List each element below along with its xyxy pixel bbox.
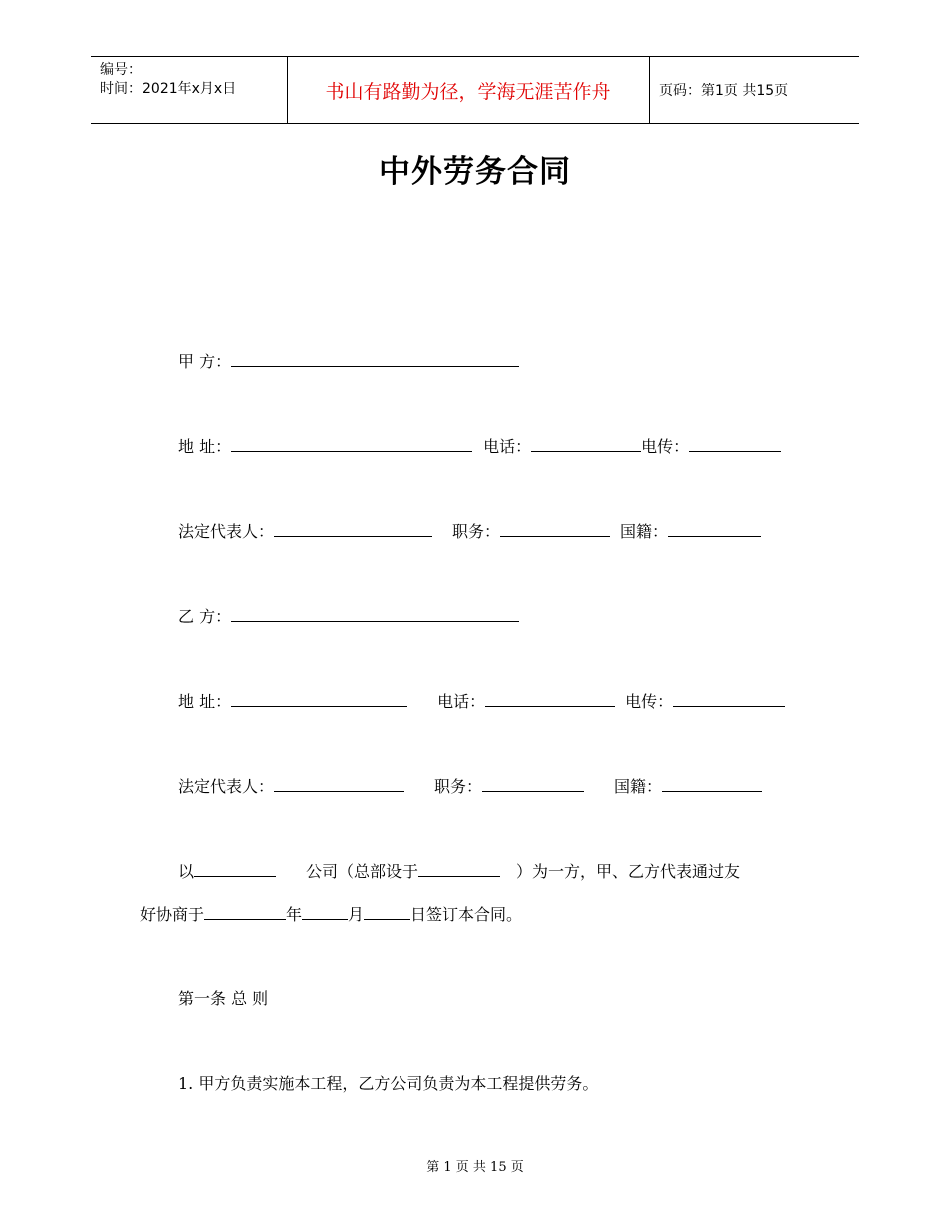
party-a-fax-blank[interactable]: [689, 435, 781, 452]
party-a-fax-label: 电传：: [641, 437, 690, 456]
party-a-blank[interactable]: [231, 350, 519, 367]
party-a-position-blank[interactable]: [500, 520, 610, 537]
intro-suffix: ）为一方，甲、乙方代表通过友: [516, 862, 741, 881]
intro-day-blank[interactable]: [364, 903, 410, 920]
party-a-rep-line: [178, 520, 761, 543]
party-b-label: 乙 方：: [178, 607, 232, 626]
header-page-label: 页码：第1页 共15页: [659, 83, 789, 99]
party-b-line: [178, 605, 519, 628]
party-b-rep-line: [178, 775, 762, 798]
article-1-heading: 第一条 总 则: [178, 989, 269, 1008]
party-a-phone-blank[interactable]: [531, 435, 641, 452]
party-a-label: 甲 方：: [178, 352, 232, 371]
party-a-phone-label: 电话：: [483, 437, 532, 456]
party-b-address-blank[interactable]: [231, 690, 407, 707]
page-header: [91, 56, 859, 124]
intro-line-1: [178, 860, 740, 883]
intro-year-label: 年: [286, 905, 303, 924]
party-b-nationality-label: 国籍：: [614, 777, 663, 796]
party-b-address-label: 地 址：: [178, 692, 232, 711]
party-a-rep-blank[interactable]: [274, 520, 432, 537]
party-b-rep-label: 法定代表人：: [178, 777, 275, 796]
intro-month-label: 月: [348, 905, 365, 924]
party-a-position-label: 职务：: [452, 522, 501, 541]
party-b-position-blank[interactable]: [482, 775, 584, 792]
document-time-label: 时间：2021年x月x日: [100, 81, 237, 97]
party-b-phone-label: 电话：: [437, 692, 486, 711]
party-b-fax-blank[interactable]: [673, 690, 785, 707]
intro-company-label: 公司（总部设于: [306, 862, 419, 881]
party-a-nationality-label: 国籍：: [620, 522, 669, 541]
intro-line-2: [140, 903, 522, 926]
party-b-rep-blank[interactable]: [274, 775, 404, 792]
party-a-address-blank[interactable]: [231, 435, 472, 452]
party-a-address-label: 地 址：: [178, 437, 232, 456]
header-meta: [100, 61, 236, 99]
party-a-rep-label: 法定代表人：: [178, 522, 275, 541]
intro-date-suffix: 日签订本合同。: [410, 905, 523, 924]
party-b-fax-label: 电传：: [625, 692, 674, 711]
document-number-label: 编号：: [100, 62, 142, 78]
intro-hq-blank[interactable]: [418, 860, 500, 877]
party-b-position-label: 职务：: [434, 777, 483, 796]
intro-date-prefix: 好协商于: [140, 905, 205, 924]
document-title: 中外劳务合同: [379, 154, 571, 190]
article-1-item-1: 1. 甲方负责实施本工程，乙方公司负责为本工程提供劳务。: [178, 1074, 599, 1093]
party-b-nationality-blank[interactable]: [662, 775, 762, 792]
party-a-line: [178, 350, 519, 373]
header-motto: 书山有路勤为径，学海无涯苦作舟: [325, 80, 611, 103]
party-a-contact-line: [178, 435, 781, 458]
party-b-contact-line: [178, 690, 785, 713]
header-divider: [649, 57, 650, 123]
intro-prefix: 以: [178, 862, 195, 881]
party-b-blank[interactable]: [231, 605, 519, 622]
party-b-phone-blank[interactable]: [485, 690, 615, 707]
intro-company-blank[interactable]: [194, 860, 276, 877]
party-a-nationality-blank[interactable]: [668, 520, 761, 537]
intro-month-blank[interactable]: [302, 903, 348, 920]
page-footer: 第 1 页 共 15 页: [426, 1160, 524, 1175]
intro-year-blank[interactable]: [204, 903, 286, 920]
